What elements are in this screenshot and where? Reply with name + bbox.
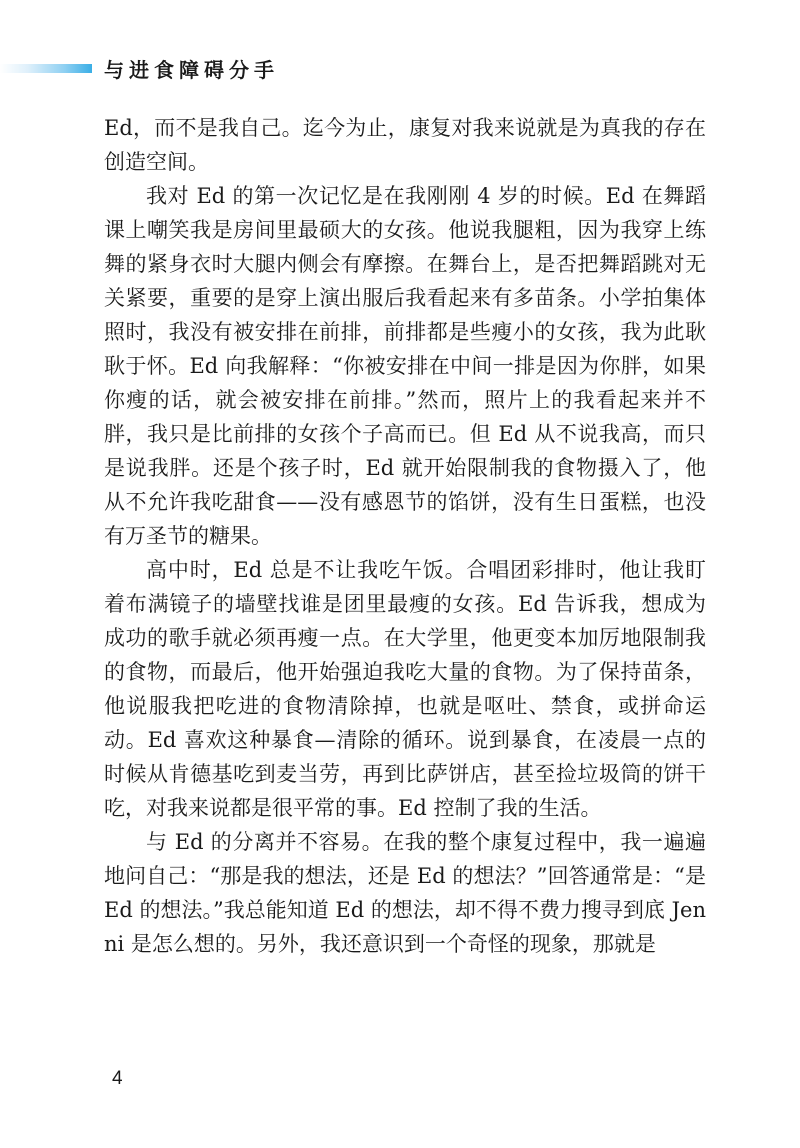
- header-accent-bar: [0, 64, 92, 73]
- page-number: 4: [112, 1068, 123, 1089]
- paragraph: 高中时，Ed 总是不让我吃午饭。合唱团彩排时，他让我盯着布满镜子的墙壁找谁是团里最瘦的女孩。Ed 告诉我，想成为成功的歌手就必须再瘦一点。在大学里，他更变本加厉地限制我的食物，而最后，他开始强迫我吃大量的食物。为了保持苗条，他说服我把吃进的食物清除掉，也就是呕吐、禁食，或拼命运动。Ed 喜欢这种暴食—清除的循环。说到暴食，在凌晨一点的时候从肯德基吃到麦当劳，再到比萨饼店，甚至捡垃圾筒的饼干吃，对我来说都是很平常的事。Ed 控制了我的生活。: [104, 558, 706, 820]
- running-header-title: 与进食障碍分手: [104, 58, 279, 82]
- paragraph: 与 Ed 的分离并不容易。在我的整个康复过程中，我一遍遍地问自己：“那是我的想法，还是 Ed 的想法？”回答通常是：“是 Ed 的想法。”我总能知道 Ed 的想法，却不得不费力搜寻到底 Jenni 是怎么想的。另外，我还意识到一个奇怪的现象，那就是: [104, 830, 706, 956]
- paragraph: Ed，而不是我自己。迄今为止，康复对我来说就是为真我的存在创造空间。: [104, 116, 706, 174]
- body-text: [104, 111, 706, 961]
- paragraph: 我对 Ed 的第一次记忆是在我刚刚 4 岁的时候。Ed 在舞蹈课上嘲笑我是房间里最硕大的女孩。他说我腿粗，因为我穿上练舞的紧身衣时大腿内侧会有摩擦。在舞台上，是否把舞蹈跳对无关紧要，重要的是穿上演出服后我看起来有多苗条。小学拍集体照时，我没有被安排在前排，前排都是些瘦小的女孩，我为此耿耿于怀。Ed 向我解释：“你被安排在中间一排是因为你胖，如果你瘦的话，就会被安排在前排。”然而，照片上的我看起来并不胖，我只是比前排的女孩个子高而已。但 Ed 从不说我高，而只是说我胖。还是个孩子时，Ed 就开始限制我的食物摄入了，他从不允许我吃甜食——没有感恩节的馅饼，没有生日蛋糕，也没有万圣节的糖果。: [104, 184, 706, 548]
